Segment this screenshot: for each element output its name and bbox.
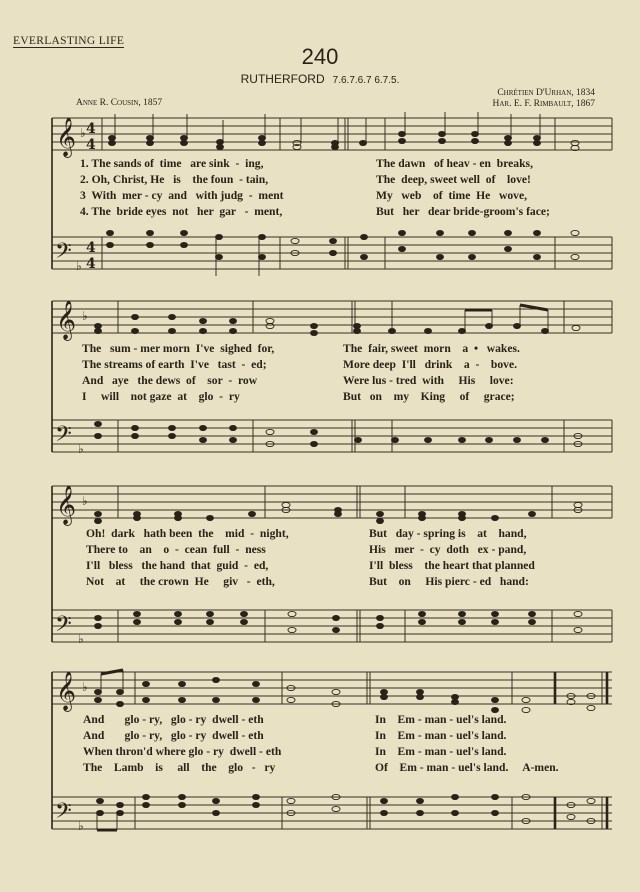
s1-v3-left: 3 With mer - cy and with judg - ment [80, 189, 284, 202]
s1-v2-right: The deep, sweet well of love! [376, 173, 531, 186]
svg-text:𝄢: 𝄢 [55, 799, 72, 829]
svg-text:𝄞: 𝄞 [56, 671, 77, 711]
s3-v4-right: But on His pierc - ed hand: [369, 575, 529, 588]
composer-credit: Chrétien D'Urhan, 1834 [497, 88, 595, 98]
s1-v1-right: The dawn of heav - en breaks, [376, 157, 533, 170]
arranger-credit: Har. E. F. Rimbault, 1867 [492, 99, 595, 109]
svg-text:♭: ♭ [80, 126, 86, 140]
s4-v2-left: And glo - ry, glo - ry dwell - eth [83, 729, 264, 742]
s3-v2-right: His mer - cy doth ex - pand, [369, 543, 527, 556]
svg-text:4: 4 [86, 121, 96, 137]
s4-v3-left: When thron'd where glo - ry dwell - eth [83, 745, 282, 758]
svg-text:4: 4 [86, 240, 96, 256]
author-credit: Anne R. Cousin, 1857 [76, 98, 163, 108]
s2-v3-left: And aye the dews of sor - row [82, 374, 258, 387]
svg-text:♭: ♭ [82, 680, 88, 694]
s4-v1-left: And glo - ry, glo - ry dwell - eth [83, 713, 264, 726]
section-title: EVERLASTING LIFE [13, 35, 125, 47]
svg-text:♭: ♭ [76, 259, 82, 273]
s1-v1-left: 1. The sands of time are sink - ing, [80, 157, 264, 170]
s3-v2-left: There to an o - cean full - ness [86, 543, 266, 556]
s3-v4-left: Not at the crown He giv - eth, [86, 575, 275, 588]
bass-clef-icon: 𝄢 [55, 239, 72, 269]
s4-v1-right: In Em - man - uel's land. [375, 713, 507, 726]
s2-v4-left: I will not gaze at glo - ry [82, 390, 240, 403]
s3-v1-left: Oh! dark hath been the mid - night, [86, 527, 289, 540]
s2-v2-left: The streams of earth I've tast - ed; [82, 358, 267, 371]
svg-text:♭: ♭ [78, 632, 84, 646]
s2-v4-right: But on my King of grace; [343, 390, 515, 403]
s4-v4-left: The Lamb is all the glo - ry [83, 761, 276, 774]
s2-v3-right: Were lus - tred with His love: [343, 374, 514, 387]
svg-text:𝄞: 𝄞 [56, 300, 77, 340]
svg-text:♭: ♭ [82, 494, 88, 508]
meter: 7.6.7.6.7 6.7.5. [332, 75, 400, 86]
svg-text:♭: ♭ [78, 819, 84, 833]
s2-v1-right: The fair, sweet morn a • wakes. [343, 342, 520, 355]
tune-name: RUTHERFORD [240, 72, 325, 86]
s1-v4-left: 4. The bride eyes not her gar - ment, [80, 205, 283, 218]
s3-v1-right: But day - spring is at hand, [369, 527, 527, 540]
s4-v2-right: In Em - man - uel's land. [375, 729, 507, 742]
svg-text:♭: ♭ [82, 309, 88, 323]
svg-text:𝄢: 𝄢 [55, 612, 72, 642]
svg-text:𝄞: 𝄞 [56, 485, 77, 525]
s3-v3-left: I'll bless the hand that guid - ed, [86, 559, 269, 572]
svg-text:4: 4 [86, 256, 96, 272]
s3-v3-right: I'll bless the heart that planned [369, 559, 535, 572]
s4-v4-right: Of Em - man - uel's land. A-men. [375, 761, 559, 774]
s1-v3-right: My web of time He wove, [376, 189, 528, 202]
s2-v2-right: More deep I'll drink a - bove. [343, 358, 518, 371]
svg-text:♭: ♭ [78, 442, 84, 456]
s1-v2-left: 2. Oh, Christ, He is the foun - tain, [80, 173, 269, 186]
s4-v3-right: In Em - man - uel's land. [375, 745, 507, 758]
svg-text:𝄢: 𝄢 [55, 422, 72, 452]
svg-text:4: 4 [86, 137, 96, 153]
treble-clef-icon: 𝄞 [56, 117, 77, 157]
hymn-number: 240 [301, 44, 339, 69]
s1-v4-right: But her dear bride-groom's face; [376, 205, 550, 218]
s2-v1-left: The sum - mer morn I've sighed for, [82, 342, 275, 355]
